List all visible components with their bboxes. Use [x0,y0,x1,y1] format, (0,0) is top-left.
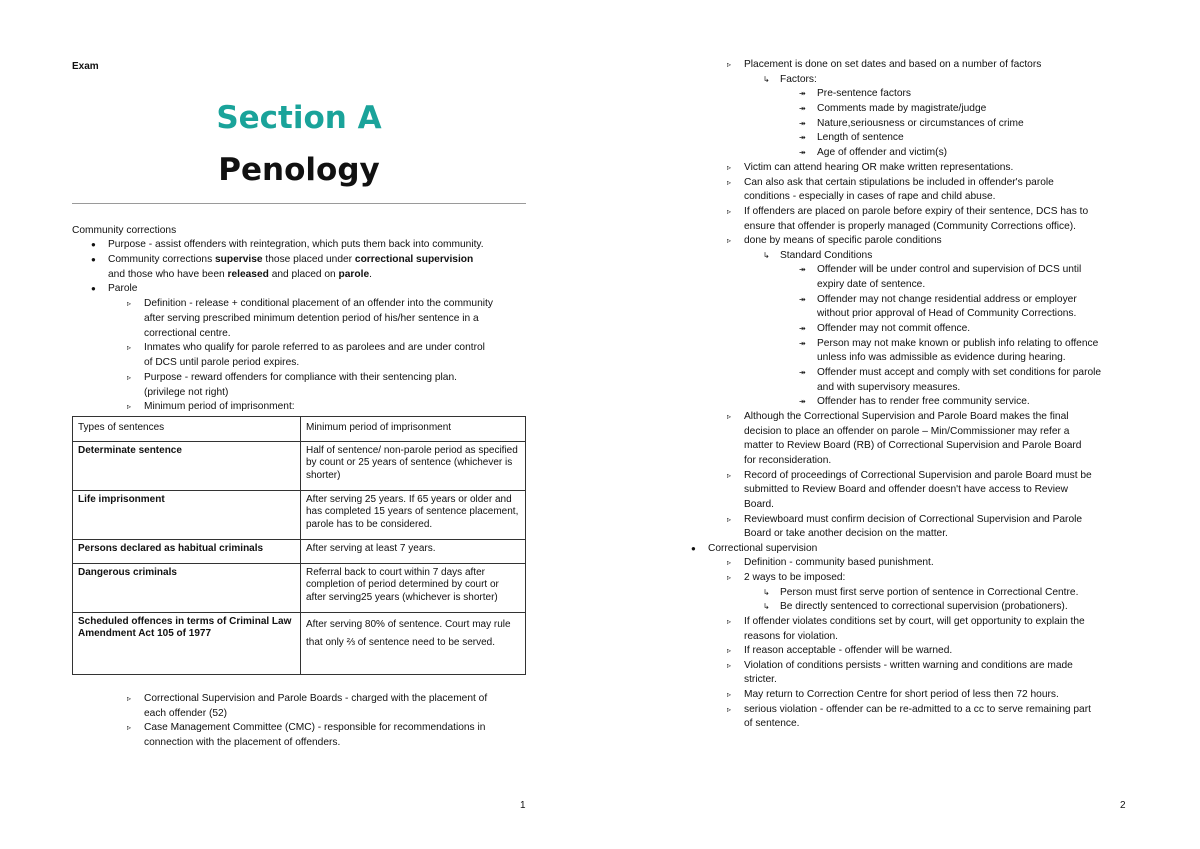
list-item-continued: unless info was admissible as evidence during hearing. [817,352,1066,363]
list-item: Age of offender and victim(s) [817,147,948,158]
list-item-continued: of sentence. [744,718,800,729]
list-item-continued: each offender (52) [144,708,228,719]
double-arrow-bullet-icon [799,131,806,145]
double-arrow-bullet-icon [799,395,806,409]
table-cell-period: After serving 80% of sentence. Court may rule that only ⅔ of sentence need to be served. [301,612,526,674]
table-cell-period: After serving 25 years. If 65 years or older and has completed 15 years of sentence placement, parole has to be considered. [301,490,526,539]
list-item: Definition - community based punishment. [744,557,934,568]
list-item: Record of proceedings of Correctional Supervision and parole Board must be [744,470,1092,481]
list-item-continued: (privilege not right) [144,387,229,398]
table-cell-type: Determinate sentence [73,441,301,490]
list-item: Victim can attend hearing OR make written representations. [744,162,1014,173]
sub-bullet-icon [727,176,731,190]
double-arrow-bullet-icon [799,102,806,116]
double-arrow-bullet-icon [799,366,806,380]
list-item: If reason acceptable - offender will be warned. [744,645,953,656]
bullet-icon [91,238,96,252]
list-item: Parole [108,283,138,294]
list-item-continued: correctional centre. [144,328,231,339]
double-arrow-bullet-icon [799,322,806,336]
list-item: Definition - release + conditional placement of an offender into the community [144,298,493,309]
bullet-icon [91,253,96,267]
table-header-row [73,417,526,442]
list-item-continued: without prior approval of Head of Community Corrections. [817,308,1077,319]
list-item-continued: expiry date of sentence. [817,279,926,290]
list-item: Comments made by magistrate/judge [817,103,987,114]
list-item: Offender may not change residential address or employer [817,294,1077,305]
list-item-continued: Board. [744,499,775,510]
double-arrow-bullet-icon [799,293,806,307]
sub-bullet-icon [727,469,731,483]
list-item: Reviewboard must confirm decision of Correctional Supervision and Parole [744,514,1083,525]
list-item: Can also ask that certain stipulations be included in offender's parole [744,177,1054,188]
sub-bullet-icon [127,371,131,385]
sub-bullet-icon [727,659,731,673]
bullet-icon [91,282,96,296]
sub-bullet-icon [727,410,731,424]
page-2 [600,0,1200,849]
table-header-cell: Types of sentences [73,417,301,442]
list-item-continued: reasons for violation. [744,631,839,642]
list-item: Person must first serve portion of sentence in Correctional Centre. [780,587,1079,598]
sub-bullet-icon [727,58,731,72]
arrow-bullet-icon [763,73,770,87]
section-title: Section A [216,100,382,136]
sub-bullet-icon [727,234,731,248]
title-divider [72,203,526,204]
table-cell-period: Half of sentence/ non-parole period as specified by count or 25 years of sentence (whichever is shorter) [301,441,526,490]
list-item: Correctional supervision [708,543,818,554]
table-cell-type: Persons declared as habitual criminals [73,539,301,563]
page-number: 1 [520,800,526,811]
sub-bullet-icon [727,205,731,219]
list-item: serious violation - offender can be re-admitted to a cc to serve remaining part [744,704,1091,715]
list-item: Nature,seriousness or circumstances of crime [817,118,1024,129]
list-item-continued: and those who have been released and placed on parole. [108,269,372,280]
list-item: Person may not make known or publish info relating to offence [817,338,1099,349]
list-item-continued: after serving prescribed minimum detention period of his/her sentence in a [144,313,479,324]
sub-bullet-icon [127,400,131,414]
table-cell-period: After serving at least 7 years. [301,539,526,563]
sub-bullet-icon [727,571,731,585]
list-item-continued: matter to Review Board (RB) of Correctional Supervision and Parole Board [744,440,1082,451]
list-item-continued: stricter. [744,674,777,685]
section-subtitle: Penology [218,152,380,188]
sub-bullet-icon [727,615,731,629]
table-cell-period: Referral back to court within 7 days after completion of period determined by court or after serving25 years (whichever is shorter) [301,563,526,612]
list-item: Offender has to render free community service. [817,396,1030,407]
list-item-continued: of DCS until parole period expires. [144,357,300,368]
list-item: Inmates who qualify for parole referred to as parolees and are under control [144,342,485,353]
list-item: Community corrections supervise those placed under correctional supervision [108,254,474,265]
sub-bullet-icon [727,688,731,702]
list-item: Violation of conditions persists - written warning and conditions are made [744,660,1073,671]
list-item-continued: for reconsideration. [744,455,832,466]
sub-bullet-icon [127,721,131,735]
list-item: Purpose - assist offenders with reintegration, which puts them back into community. [108,239,484,250]
sub-bullet-icon [727,703,731,717]
table-cell-type: Life imprisonment [73,490,301,539]
bullet-icon [691,542,696,556]
double-arrow-bullet-icon [799,146,806,160]
list-item: May return to Correction Centre for short period of less then 72 hours. [744,689,1059,700]
list-item: Case Management Committee (CMC) - responsible for recommendations in [144,722,486,733]
arrow-bullet-icon [763,600,770,614]
list-item: Minimum period of imprisonment: [144,401,295,412]
sub-bullet-icon [127,297,131,311]
table-row [73,612,526,674]
list-item-continued: decision to place an offender on parole – Min/Commissioner may refer a [744,426,1070,437]
sentence-table [72,416,526,675]
list-item: If offender violates conditions set by court, will get opportunity to explain the [744,616,1085,627]
list-item: done by means of specific parole conditions [744,235,942,246]
list-item-continued: Board or take another decision on the matter. [744,528,948,539]
table-row [73,539,526,563]
table-row [73,563,526,612]
list-item: 2 ways to be imposed: [744,572,846,583]
list-item: Offender will be under control and supervision of DCS until [817,264,1082,275]
double-arrow-bullet-icon [799,337,806,351]
list-item: Be directly sentenced to correctional supervision (probationers). [780,601,1068,612]
sub-bullet-icon [727,556,731,570]
table-cell-type: Dangerous criminals [73,563,301,612]
list-item: Placement is done on set dates and based on a number of factors [744,59,1042,70]
table-row [73,490,526,539]
list-item: If offenders are placed on parole before expiry of their sentence, DCS has to [744,206,1089,217]
table-cell-type: Scheduled offences in terms of Criminal Law Amendment Act 105 of 1977 [73,612,301,674]
double-arrow-bullet-icon [799,117,806,131]
list-item-continued: conditions - especially in cases of rape and child abuse. [744,191,996,202]
list-item-continued: submitted to Review Board and offender doesn't have access to Review [744,484,1068,495]
list-item: Length of sentence [817,132,904,143]
page-number: 2 [1120,800,1126,811]
list-item: Pre-sentence factors [817,88,911,99]
sub-bullet-icon [127,692,131,706]
list-item: Correctional Supervision and Parole Boards - charged with the placement of [144,693,488,704]
list-item: Although the Correctional Supervision and Parole Board makes the final [744,411,1069,422]
list-item: Purpose - reward offenders for compliance with their sentencing plan. [144,372,457,383]
list-item: Offender must accept and comply with set conditions for parole [817,367,1102,378]
list-item: Offender may not commit offence. [817,323,971,334]
list-item: Standard Conditions [780,250,873,261]
double-arrow-bullet-icon [799,87,806,101]
arrow-bullet-icon [763,249,770,263]
arrow-bullet-icon [763,586,770,600]
sub-bullet-icon [727,161,731,175]
table-row [73,441,526,490]
list-item-continued: connection with the placement of offenders. [144,737,341,748]
list-item: Factors: [780,74,817,85]
table-header-cell: Minimum period of imprisonment [301,417,526,442]
list-item-continued: and with supervisory measures. [817,382,961,393]
page-header: Exam [72,61,99,72]
double-arrow-bullet-icon [799,263,806,277]
sub-bullet-icon [727,513,731,527]
list-item-continued: ensure that offender is properly managed (Community Corrections office). [744,221,1077,232]
sub-bullet-icon [127,341,131,355]
sub-bullet-icon [727,644,731,658]
heading-community-corrections: Community corrections [72,225,177,236]
